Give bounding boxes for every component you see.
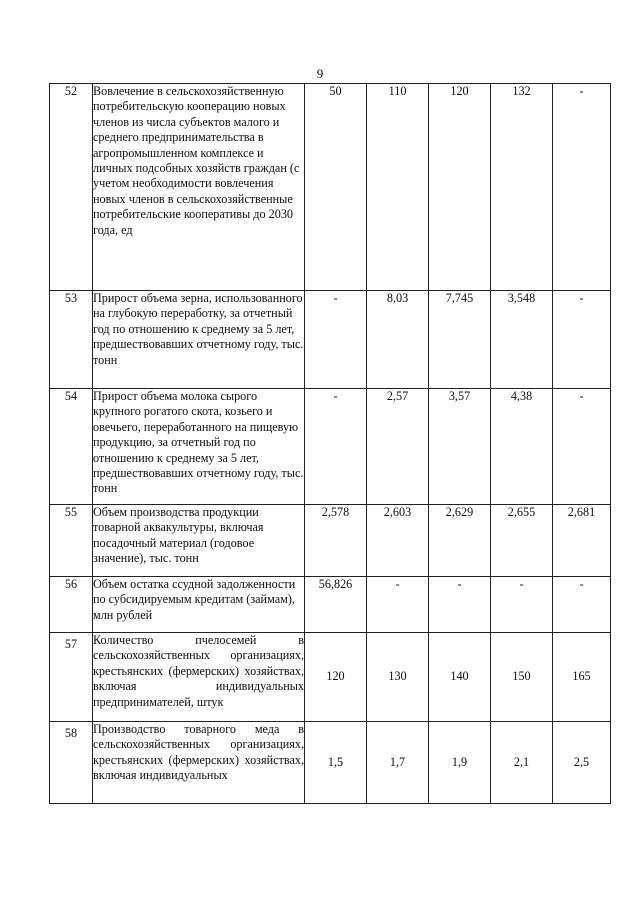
row-description: Прирост объема зерна, использованного на глубокую переработку, за отчетный год по отношению к среднему за 5 лет, предшествовавших отчетному году, тыс. тонн: [93, 291, 305, 389]
row-description: Объем остатка ссудной задолженности по субсидируемым кредитам (займам), млн рублей: [93, 577, 305, 633]
row-number: 52: [50, 84, 93, 291]
row-description: Производство товарного меда в сельскохозяйственных организациях, крестьянских (фермерских) хозяйствах, включая индивидуальных: [93, 722, 305, 804]
value-cell: -: [553, 389, 611, 505]
value-cell: 130: [367, 633, 429, 722]
value-cell: -: [305, 291, 367, 389]
value-cell: -: [491, 577, 553, 633]
value-cell: 140: [429, 633, 491, 722]
value-cell: 110: [367, 84, 429, 291]
row-number: 53: [50, 291, 93, 389]
value-cell: 2,1: [491, 722, 553, 804]
value-cell: -: [367, 577, 429, 633]
value-cell: 56,826: [305, 577, 367, 633]
value-cell: 2,57: [367, 389, 429, 505]
table-row: [50, 633, 611, 722]
value-cell: 8,03: [367, 291, 429, 389]
value-cell: 2,681: [553, 505, 611, 577]
value-cell: -: [305, 389, 367, 505]
value-cell: 120: [305, 633, 367, 722]
row-description: Количество пчелосемей в сельскохозяйственных организациях, крестьянских (фермерских) хозяйствах, включая индивидуальных предпринимателей, штук: [93, 633, 305, 722]
row-description: Прирост объема молока сырого крупного рогатого скота, козьего и овечьего, переработанного на пищевую продукцию, за отчетный год по отношению к среднему за 5 лет, предшествовавших отчетному году, тыс. тонн: [93, 389, 305, 505]
table-row: [50, 389, 611, 505]
row-description: Объем производства продукции товарной аквакультуры, включая посадочный материал (годовое значение), тыс. тонн: [93, 505, 305, 577]
value-cell: 3,57: [429, 389, 491, 505]
row-number: 57: [50, 633, 93, 722]
value-cell: 120: [429, 84, 491, 291]
value-cell: 2,629: [429, 505, 491, 577]
table-row: [50, 505, 611, 577]
value-cell: -: [553, 291, 611, 389]
row-number: 56: [50, 577, 93, 633]
value-cell: -: [553, 577, 611, 633]
indicators-table: [49, 83, 611, 804]
table-row: [50, 722, 611, 804]
value-cell: -: [429, 577, 491, 633]
row-number: 58: [50, 722, 93, 804]
page-number: 9: [316, 66, 324, 81]
value-cell: 2,578: [305, 505, 367, 577]
value-cell: 4,38: [491, 389, 553, 505]
value-cell: 50: [305, 84, 367, 291]
value-cell: 1,7: [367, 722, 429, 804]
row-number: 55: [50, 505, 93, 577]
row-description: Вовлечение в сельскохозяйственную потребительскую кооперацию новых членов из числа субъектов малого и среднего предпринимательства в агропромышленном комплексе и личных подсобных хозяйств граждан (с учетом необходимости вовлечения новых членов в сельскохозяйственные потребительские кооперативы до 2030 года, ед: [93, 84, 305, 291]
value-cell: 1,5: [305, 722, 367, 804]
value-cell: 1,9: [429, 722, 491, 804]
row-number: 54: [50, 389, 93, 505]
value-cell: 7,745: [429, 291, 491, 389]
value-cell: 132: [491, 84, 553, 291]
value-cell: 2,5: [553, 722, 611, 804]
value-cell: 2,603: [367, 505, 429, 577]
value-cell: 165: [553, 633, 611, 722]
value-cell: 150: [491, 633, 553, 722]
value-cell: 3,548: [491, 291, 553, 389]
table-row: [50, 84, 611, 291]
value-cell: 2,655: [491, 505, 553, 577]
table-row: [50, 291, 611, 389]
table-row: [50, 577, 611, 633]
value-cell: -: [553, 84, 611, 291]
